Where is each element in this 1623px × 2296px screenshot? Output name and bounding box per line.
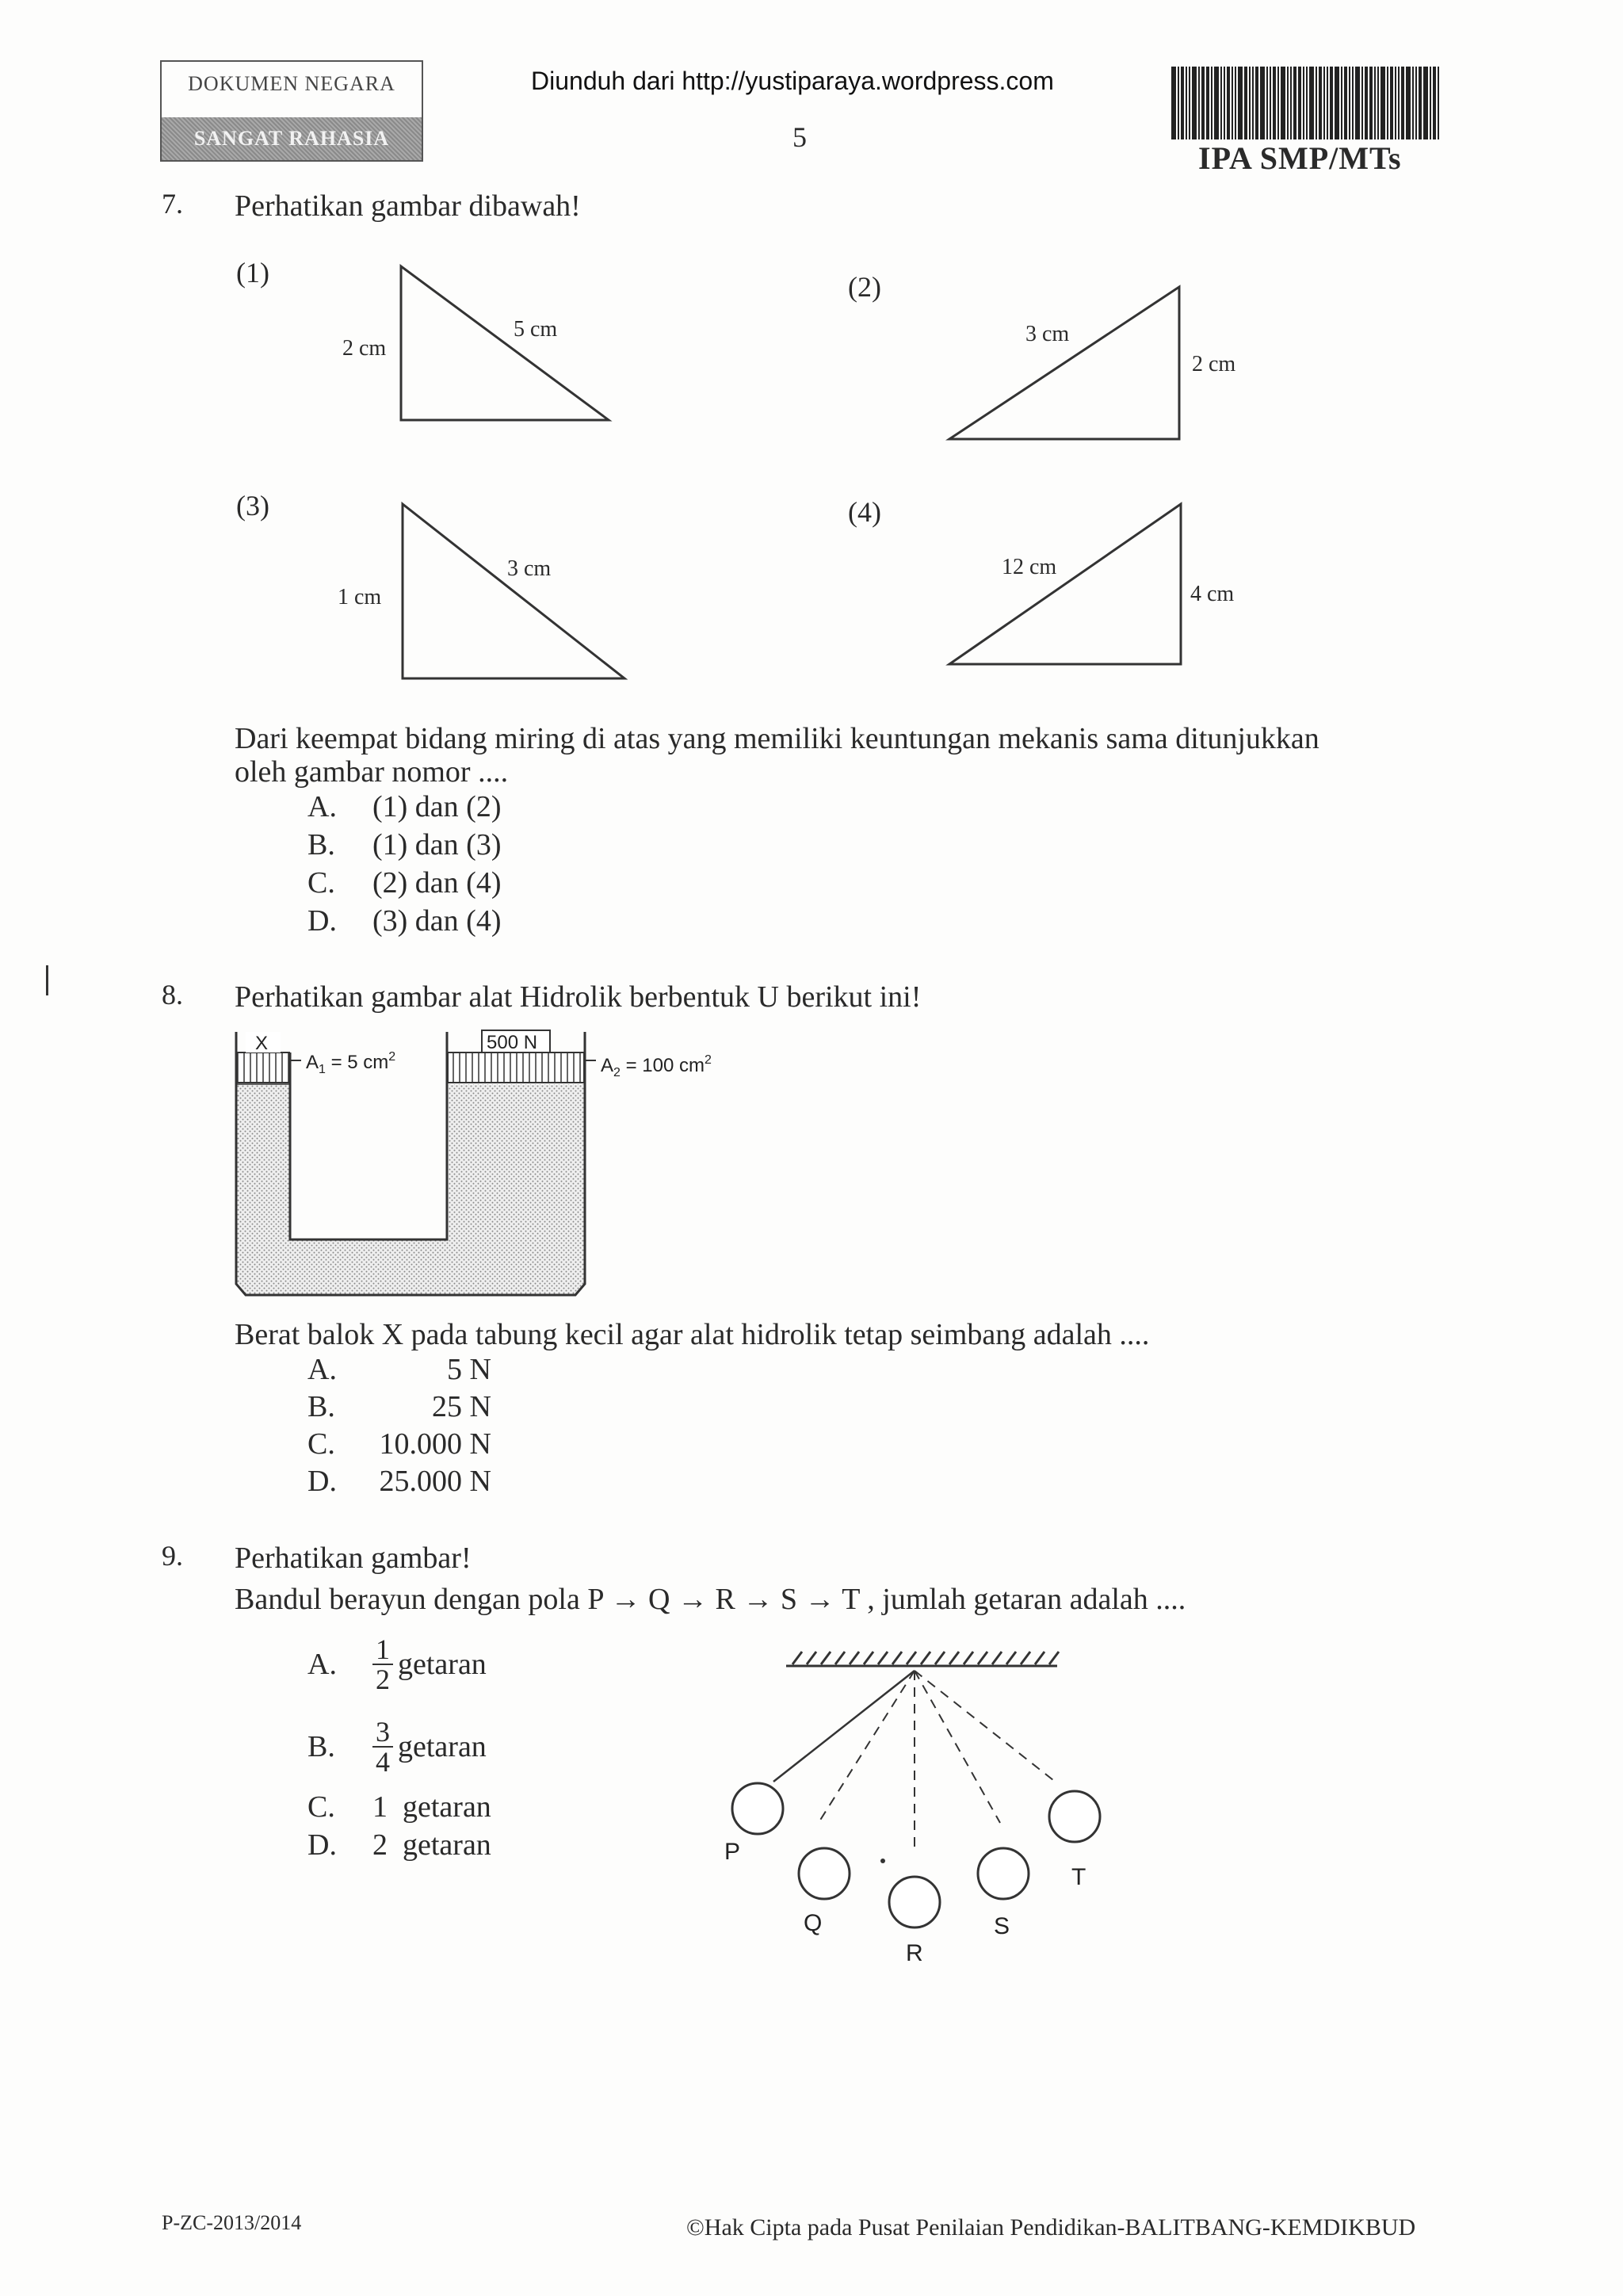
question-8-text: Berat balok X pada tabung kecil agar alat hidrolik tetap seimbang adalah .... <box>235 1318 1150 1351</box>
option-text: 5 N <box>447 1353 491 1386</box>
barcode-bar <box>1270 67 1271 139</box>
figure-1-height: 2 cm <box>342 336 387 361</box>
barcode-bar <box>1430 67 1431 139</box>
small-piston <box>237 1052 289 1083</box>
barcode-bar <box>1381 67 1385 139</box>
barcode-bar <box>1244 67 1247 139</box>
option-text: (3) dan (4) <box>372 904 502 938</box>
bob-q-label: Q <box>804 1910 823 1936</box>
area-a1-label: $A_1 = 5$ $cm^2$ <box>306 1050 396 1076</box>
barcode-bar <box>1423 67 1428 139</box>
barcode-bar <box>1273 67 1276 139</box>
barcode-bar <box>1206 67 1209 139</box>
barcode-bar <box>1349 67 1350 139</box>
barcode-bar <box>1352 67 1354 139</box>
barcode-bar <box>1390 67 1393 139</box>
figure-1-label: (1) <box>236 257 269 288</box>
incline-1 <box>401 266 609 420</box>
secrecy-label: SANGAT RAHASIA <box>162 117 422 160</box>
barcode-bar <box>1211 67 1212 139</box>
question-9-number: 9. <box>162 1540 183 1572</box>
incline-2 <box>949 287 1179 439</box>
barcode-bar <box>1327 67 1328 139</box>
bob-t-label: T <box>1071 1864 1086 1890</box>
figure-3-height: 1 cm <box>338 585 382 609</box>
barcode-bar <box>1198 67 1200 139</box>
figure-2-height: 2 cm <box>1192 352 1236 376</box>
bob-q <box>799 1848 850 1899</box>
option-c[interactable] <box>307 865 501 904</box>
barcode-bar <box>1323 67 1325 139</box>
subject-title: IPA SMP/MTs <box>1198 140 1402 176</box>
figure-4-slope: 12 cm <box>1002 555 1057 579</box>
question-8-number: 8. <box>162 979 183 1010</box>
barcode-bar <box>1369 67 1373 139</box>
option-letter: C. <box>307 1790 335 1824</box>
large-piston <box>448 1052 584 1083</box>
barcode-bar <box>1178 67 1179 139</box>
barcode-bar <box>1293 67 1296 139</box>
figure-1-slope: 5 cm <box>514 317 558 342</box>
barcode-bar <box>1344 67 1347 139</box>
barcode-bar <box>1398 67 1400 139</box>
block-x-label: X <box>255 1033 269 1054</box>
barcode-bar <box>1277 67 1279 139</box>
barcode-bar <box>1330 67 1333 139</box>
pendulum-figure <box>713 1641 1125 1973</box>
option-letter: C. <box>307 866 335 900</box>
barcode-bar <box>1406 67 1411 139</box>
barcode-bar <box>1281 67 1285 139</box>
option-a[interactable] <box>307 789 501 827</box>
document-classification-box <box>160 60 423 162</box>
barcode-bar <box>1227 67 1230 139</box>
barcode-bar <box>1181 67 1184 139</box>
question-7-options <box>307 789 501 942</box>
barcode-bar <box>1316 67 1317 139</box>
barcode-bar <box>1252 67 1254 139</box>
barcode-bar <box>1266 67 1268 139</box>
option-text: getaran <box>398 1648 487 1681</box>
inclined-planes-figure <box>222 254 1284 697</box>
barcode-bar <box>1255 67 1258 139</box>
source-url: Diunduh dari http://yustiparaya.wordpress.com <box>531 67 1054 95</box>
option-text: 1 getaran <box>372 1790 491 1824</box>
barcode-bar <box>1224 67 1225 139</box>
option-text: (1) dan (3) <box>372 828 502 861</box>
footer-copyright: ©Hak Cipta pada Pusat Penilaian Pendidikan-BALITBANG-KEMDIKBUD <box>686 2214 1416 2241</box>
question-7-text-line1: Dari keempat bidang miring di atas yang memiliki keuntungan mekanis sama ditunjukkan <box>235 722 1319 755</box>
barcode-bar <box>1361 67 1363 139</box>
barcode-bar <box>1290 67 1292 139</box>
option-text: 10.000 N <box>379 1427 491 1461</box>
figure-4-height: 4 cm <box>1190 582 1235 606</box>
barcode-bar <box>1171 67 1176 139</box>
option-letter: A. <box>307 1648 337 1681</box>
option-letter: D. <box>307 904 337 938</box>
block-500n-label: 500 N <box>487 1032 538 1053</box>
doc-label: DOKUMEN NEGARA <box>188 72 395 95</box>
figure-2-label: (2) <box>848 271 881 303</box>
question-9-text: Bandul berayun dengan pola P → Q → R → S → T , jumlah getaran adalah .... <box>235 1583 1186 1616</box>
bob-r <box>889 1877 940 1927</box>
option-letter: D. <box>307 1465 337 1498</box>
bob-s <box>978 1848 1029 1899</box>
option-b[interactable] <box>307 1706 491 1788</box>
question-8-options <box>307 1352 491 1501</box>
barcode <box>1171 67 1449 139</box>
option-d[interactable] <box>307 1826 491 1864</box>
barcode-bar <box>1355 67 1360 139</box>
barcode-bar <box>1374 67 1376 139</box>
barcode-bar <box>1249 67 1251 139</box>
barcode-bar <box>1395 67 1396 139</box>
area-a2-label: $A_2 = 100$ $cm^2$ <box>601 1053 712 1079</box>
figure-2-slope: 3 cm <box>1025 322 1070 346</box>
bob-p-label: P <box>724 1839 741 1865</box>
barcode-bar <box>1186 67 1187 139</box>
fraction-three-quarters: $\frac{3}{4}$ <box>372 1717 393 1776</box>
bob-s-label: S <box>994 1913 1010 1939</box>
option-letter: B. <box>307 1730 335 1763</box>
barcode-bar <box>1365 67 1368 139</box>
incline-4 <box>949 504 1181 664</box>
barcode-bar <box>1415 67 1417 139</box>
option-text: 25 N <box>432 1390 491 1423</box>
option-text: 2 getaran <box>372 1828 491 1862</box>
question-8-prompt: Perhatikan gambar alat Hidrolik berbentuk U berikut ini! <box>235 980 922 1014</box>
barcode-bar <box>1341 67 1342 139</box>
option-letter: A. <box>307 790 337 823</box>
footer-code: P-ZC-2013/2014 <box>162 2211 302 2234</box>
question-9-prompt: Perhatikan gambar! <box>235 1541 472 1575</box>
option-c[interactable] <box>307 1788 491 1826</box>
question-7-text-line2: oleh gambar nomor .... <box>235 755 509 789</box>
option-letter: B. <box>307 828 335 861</box>
barcode-bar <box>1319 67 1322 139</box>
question-7-number: 7. <box>162 188 183 220</box>
barcode-bar <box>1306 67 1308 139</box>
barcode-bar <box>1235 67 1236 139</box>
incline-3 <box>403 504 624 678</box>
fraction-one-half: $\frac{1}{2}$ <box>372 1635 393 1694</box>
barcode-bar <box>1377 67 1379 139</box>
barcode-bar <box>1309 67 1314 139</box>
string-s <box>915 1671 1000 1823</box>
barcode-bar <box>1287 67 1289 139</box>
hydraulic-u-tube-figure <box>230 1021 769 1303</box>
option-text: 25.000 N <box>379 1465 491 1498</box>
barcode-bar <box>1438 67 1439 139</box>
option-b[interactable] <box>307 1389 491 1427</box>
option-letter: B. <box>307 1390 335 1423</box>
option-letter: D. <box>307 1828 337 1862</box>
barcode-bar <box>1232 67 1233 139</box>
barcode-bar <box>1401 67 1404 139</box>
barcode-bar <box>1419 67 1422 139</box>
barcode-bar <box>1298 67 1301 139</box>
string-t <box>915 1671 1057 1783</box>
option-letter: A. <box>307 1353 337 1386</box>
barcode-bar <box>1214 67 1219 139</box>
option-text: getaran <box>398 1730 487 1763</box>
figure-3-label: (3) <box>236 490 269 521</box>
string-p <box>773 1671 915 1782</box>
barcode-bar <box>1433 67 1436 139</box>
bob-t <box>1049 1791 1100 1842</box>
option-b[interactable] <box>307 827 501 865</box>
question-9-options <box>307 1623 491 1864</box>
barcode-bar <box>1220 67 1222 139</box>
bob-r-label: R <box>906 1940 923 1966</box>
margin-mark <box>46 965 48 995</box>
barcode-bar <box>1201 67 1205 139</box>
barcode-bar <box>1335 67 1339 139</box>
bob-p <box>732 1783 783 1834</box>
option-a[interactable] <box>307 1623 491 1706</box>
option-d[interactable] <box>307 1464 491 1501</box>
option-text: (1) dan (2) <box>372 790 502 823</box>
question-7-prompt: Perhatikan gambar dibawah! <box>235 189 581 223</box>
option-letter: C. <box>307 1427 335 1461</box>
figure-3-slope: 3 cm <box>507 556 552 581</box>
option-c[interactable] <box>307 1427 491 1464</box>
page-number: 5 <box>792 121 807 153</box>
barcode-bar <box>1238 67 1243 139</box>
option-a[interactable] <box>307 1352 491 1389</box>
barcode-bar <box>1303 67 1304 139</box>
barcode-bar <box>1260 67 1265 139</box>
option-d[interactable] <box>307 904 501 942</box>
hydraulic-liquid <box>236 1084 585 1295</box>
barcode-bar <box>1189 67 1190 139</box>
barcode-bar <box>1387 67 1388 139</box>
figure-4-label: (4) <box>848 496 881 528</box>
option-text: (2) dan (4) <box>372 866 502 900</box>
barcode-bar <box>1192 67 1197 139</box>
string-q <box>819 1671 915 1821</box>
barcode-bar <box>1412 67 1414 139</box>
